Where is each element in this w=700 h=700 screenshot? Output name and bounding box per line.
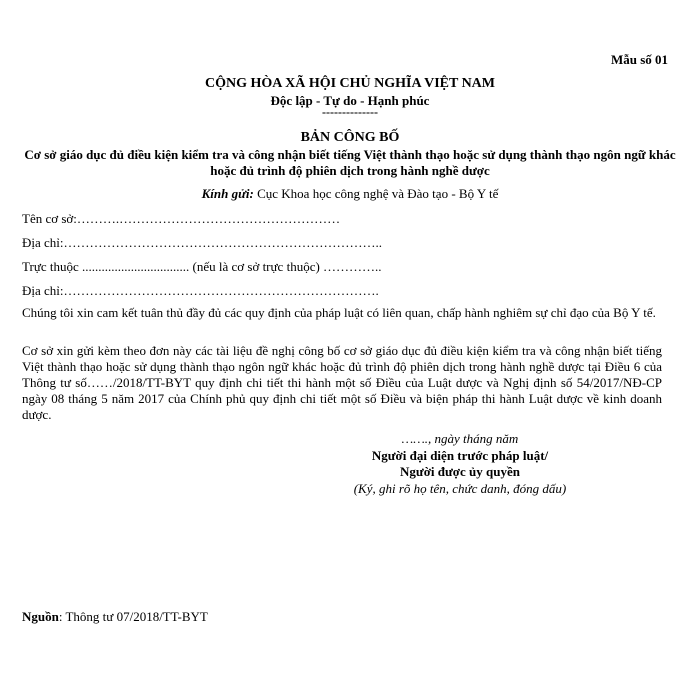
source-label: Nguồn	[22, 609, 59, 624]
signature-date: ……., ngày tháng năm	[401, 431, 519, 446]
source-value: : Thông tư 07/2018/TT-BYT	[58, 609, 208, 624]
nation-heading: CỘNG HÒA XÃ HỘI CHỦ NGHĨA VIỆT NAM	[204, 76, 495, 91]
attachment-paragraph: Cơ sở xin gửi kèm theo đơn này các tài liệu đề nghị công bố cơ sở giáo dục đủ điều kiện kiểm tra và công nhận biết tiếng Việt thành thạo hoặc sử dụng thành thạo ngôn ngữ khác hoặc đủ trình độ phiên dịch trong hành nghề dược tại Điều 6 của Thông tư số……/2018/TT-BYT quy định chi tiết thi hành một số Điều của Luật dược và Nghị định số 54/2017/NĐ-CP ngày 08 tháng 5 năm 2017 của Chính phủ quy định chi tiết một số Điều và biện pháp thi hành Luật dược về kinh doanh dược.	[22, 343, 662, 422]
address-field: Địa chỉ:………………………………………………………………..	[22, 235, 383, 250]
address-field-2: Địa chỉ:……………………………………………………………….	[22, 283, 379, 298]
document-subtitle: Cơ sở giáo dục đủ điều kiện kiểm tra và công nhận biết tiếng Việt thành thạo hoặc sử dụng thành thạo ngôn ngữ khác hoặc đủ trình độ phiên dịch trong hành nghề dược	[24, 147, 676, 178]
document-title: BẢN CÔNG BỐ	[300, 130, 400, 145]
signatory-title-1: Người đại diện trước pháp luật/	[371, 448, 549, 463]
heading-rule: --------------	[322, 105, 378, 119]
recipient-label: Kính gửi:	[201, 186, 254, 201]
commitment-paragraph: Chúng tôi xin cam kết tuân thủ đầy đủ các quy định của pháp luật có liên quan, chấp hành nghiêm sự chỉ đạo của Bộ Y tế.	[22, 305, 656, 320]
signatory-title-2: Người được ủy quyền	[400, 464, 520, 479]
recipient-value: Cục Khoa học công nghệ và Đào tạo - Bộ Y tế	[253, 186, 499, 201]
form-number: Mẫu số 01	[610, 52, 668, 67]
affiliated-field: Trực thuộc ................................. (nếu là cơ sở trực thuộc) …………..	[22, 259, 382, 274]
facility-name-field: Tên cơ sở:……….……………………………………………	[22, 211, 341, 226]
signature-note: (Ký, ghi rõ họ tên, chức danh, đóng dấu)	[353, 481, 567, 496]
motto: Độc lập - Tự do - Hạnh phúc	[270, 93, 430, 108]
source-line	[22, 609, 208, 625]
recipient-line	[0, 186, 700, 202]
